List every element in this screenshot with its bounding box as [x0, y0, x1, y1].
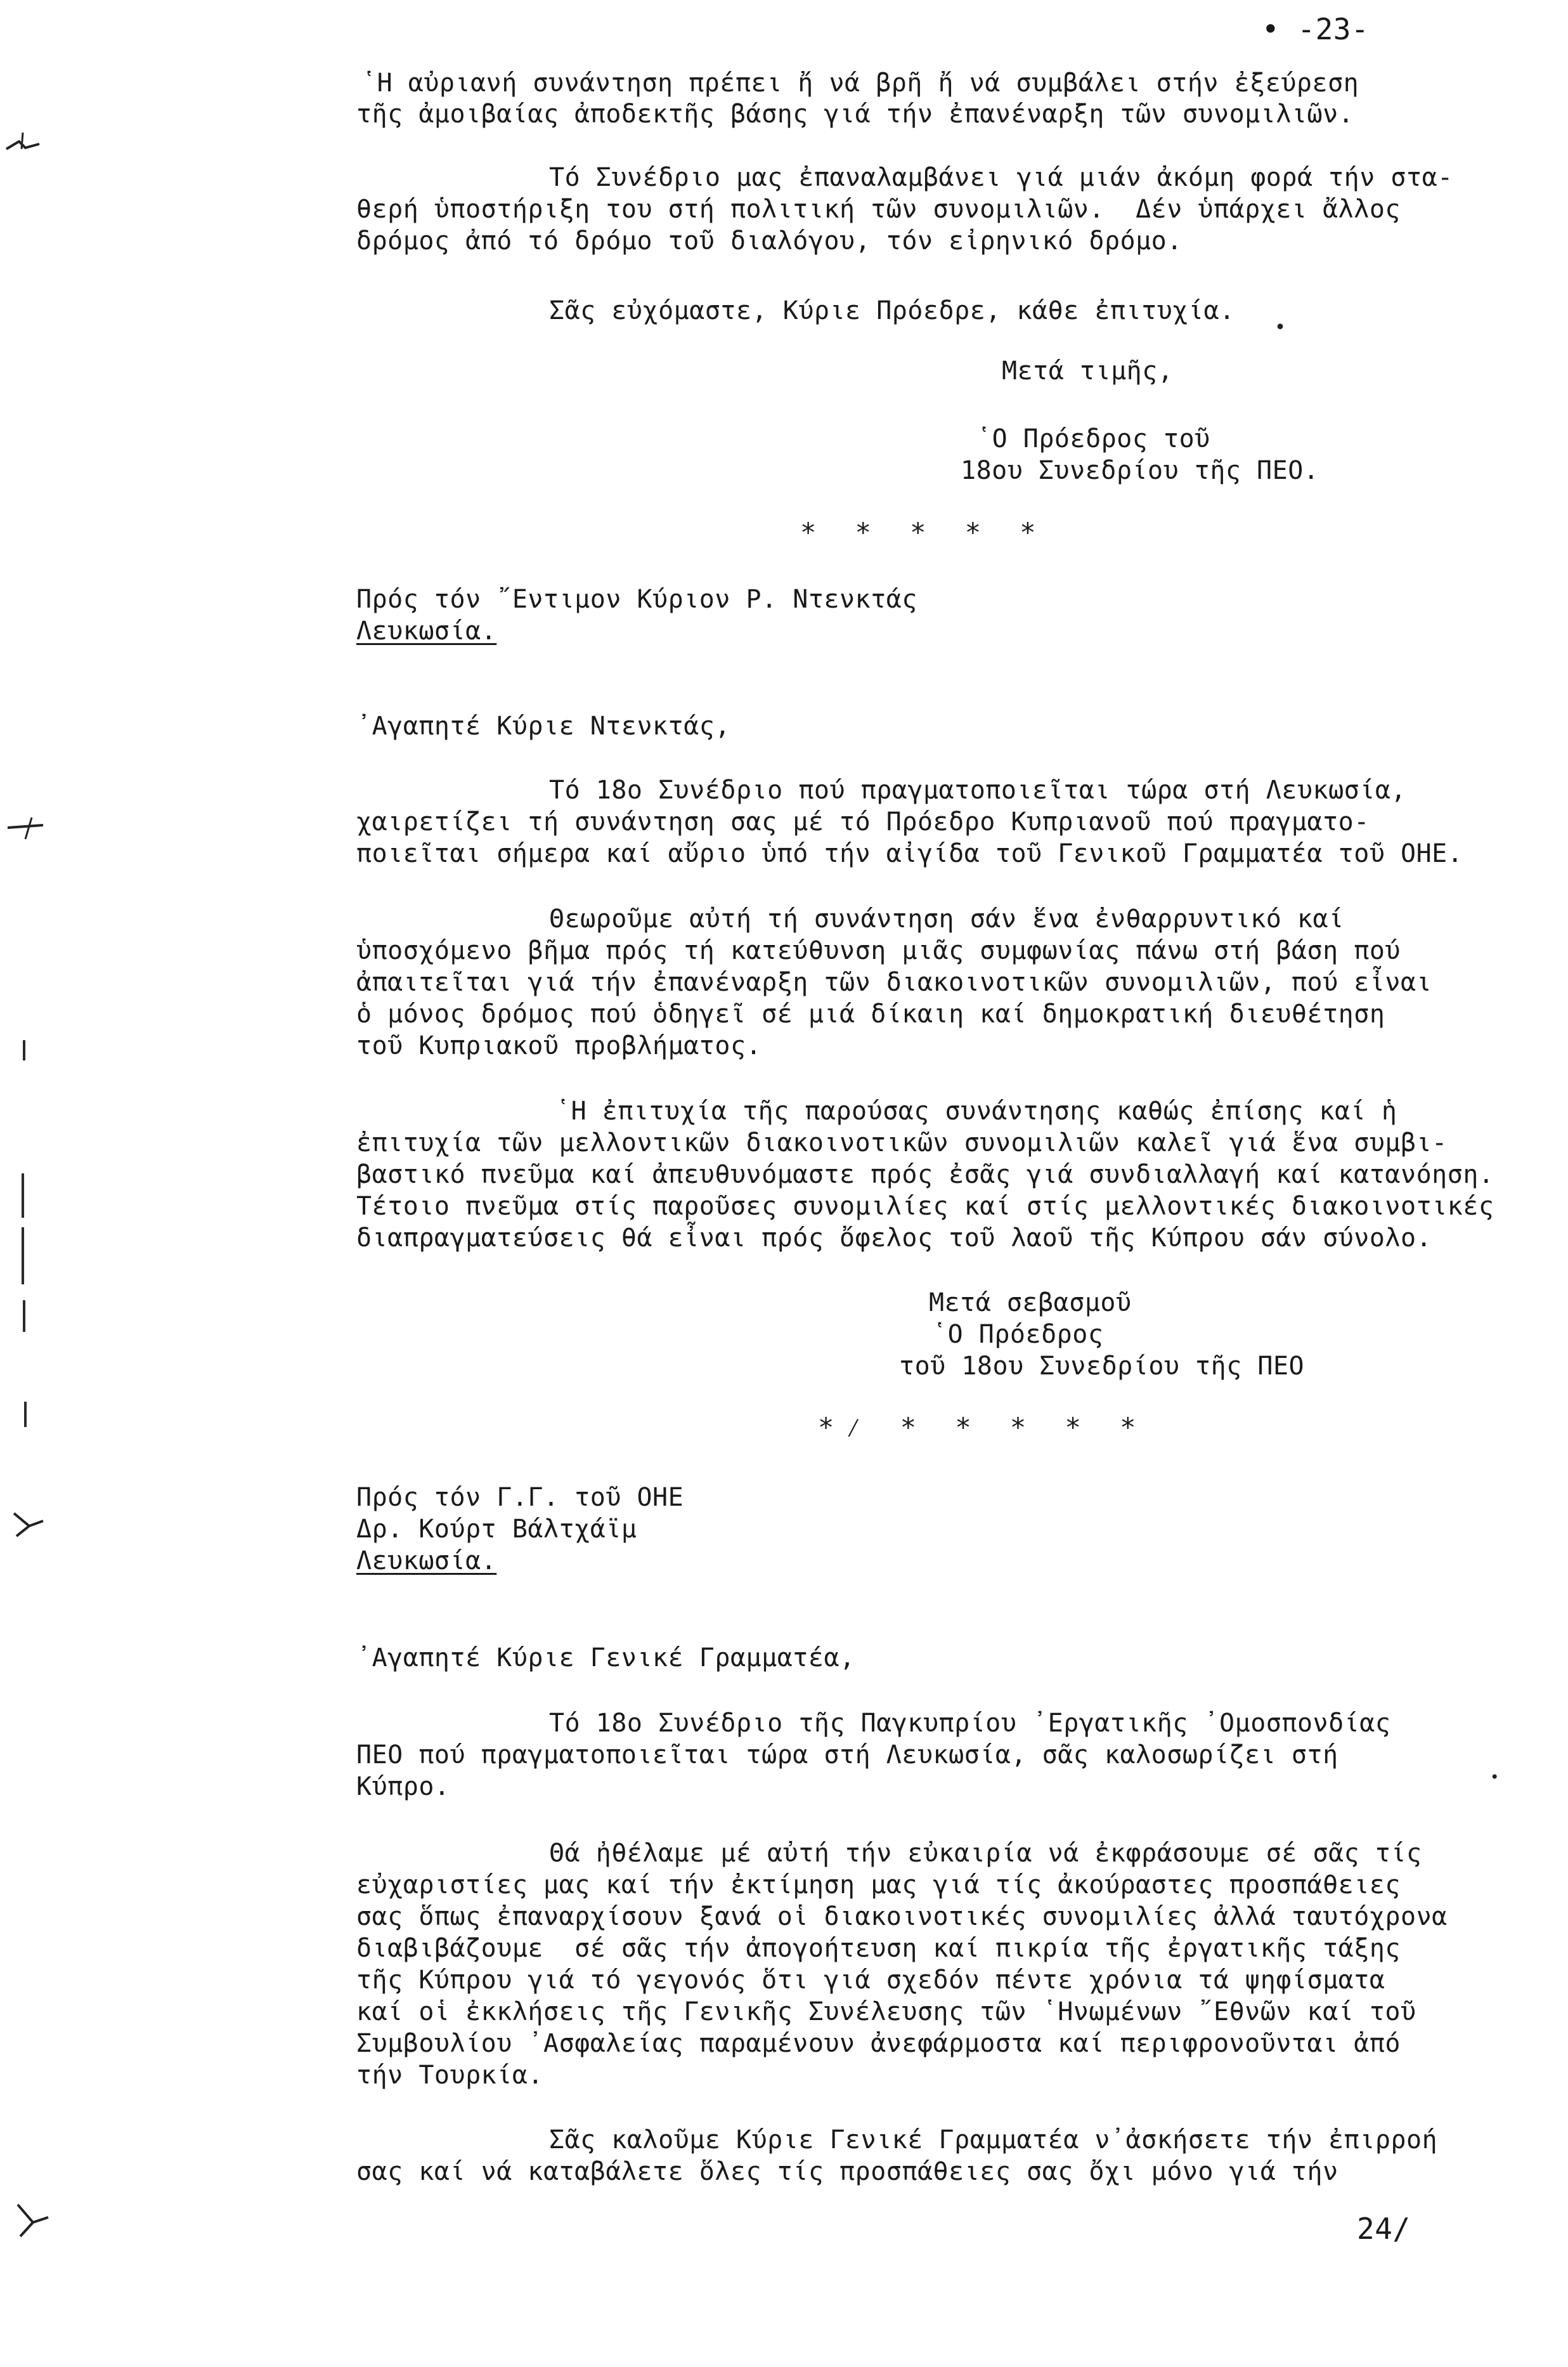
next-page-marker: 24/ — [1357, 2212, 1411, 2246]
dentktas-p2-line-4: ὁ μόνος δρόμος πού ὁδηγεῖ σέ μιά δίκαιη καί δημοκρατική διευθέτηση — [356, 1000, 1385, 1029]
dentktas-p3-line-1: ῾Η ἐπιτυχία τῆς παρούσας συνάντησης καθώς ἐπίσης καί ἡ — [555, 1097, 1397, 1126]
waldheim-p1-line-2: ΠΕΟ πού πραγματοποιεῖται τώρα στή Λευκωσία, σᾶς καλοσωρίζει στή — [356, 1740, 1338, 1770]
dentktas-p1-line-1: Τό 18ο Συνέδριο πού πραγματοποιεῖται τώρα στή Λευκωσία, — [549, 776, 1407, 805]
dentktas-p3-line-5: διαπραγματεύσεις θά εἶναι πρός ὄφελος τοῦ λαοῦ τῆς Κύπρου σάν σύνολο. — [356, 1223, 1432, 1253]
dentktas-addressee-2: Λευκωσία. — [356, 616, 497, 646]
dentktas-p2-line-3: ἀπαιτεῖται γιά τήν ἐπανέναρξη τῶν διακοινοτικῶν συνομιλιῶν, πού εἶναι — [356, 968, 1432, 997]
intro-line-2: τῆς ἀμοιβαίας ἀποδεκτῆς βάσης γιά τήν ἐπανέναρξη τῶν συνομιλιῶν. — [356, 100, 1354, 129]
waldheim-p2-line-3: σας ὅπως ἐπαναρχίσουν ξανά οἱ διακοινοτικές συνομιλίες ἀλλά ταυτόχρονα — [356, 1902, 1448, 1931]
dentktas-closing: Μετά σεβασμοῦ — [929, 1288, 1132, 1317]
waldheim-salutation: ᾿Αγαπητέ Κύριε Γενικέ Γραμματέα, — [356, 1643, 855, 1673]
margin-binding-mark — [22, 1227, 24, 1284]
margin-binding-mark — [10, 1508, 48, 1546]
waldheim-p2-line-6: καί οἱ ἐκκλήσεις τῆς Γενικῆς Συνέλευσης τῶν ῾Ηνωμένων ῎Εθνῶν καί τοῦ — [356, 1997, 1416, 2026]
waldheim-addressee-2: Δρ. Κούρτ Βάλτχάϊμ — [356, 1515, 637, 1544]
dentktas-salutation: ᾿Αγαπητέ Κύριε Ντενκτάς, — [356, 712, 730, 741]
waldheim-addressee-3: Λευκωσία. — [356, 1546, 497, 1575]
waldheim-p2-line-8: τήν Τουρκία. — [356, 2061, 543, 2090]
margin-binding-mark — [23, 1040, 25, 1060]
scan-speck: • — [1274, 316, 1286, 339]
separator-stars-2: *⁄ * * * * * — [818, 1412, 1148, 1443]
waldheim-p2-line-5: τῆς Κύπρου γιά τό γεγονός ὅτι γιά σχεδόν πέντε χρόνια τά ψηφίσματα — [356, 1966, 1385, 1995]
waldheim-addressee-1: Πρός τόν Γ.Γ. τοῦ ΟΗΕ — [356, 1483, 684, 1512]
intro-p2-line-3: δρόμος ἀπό τό δρόμο τοῦ διαλόγου, τόν εἰρηνικό δρόμο. — [356, 226, 1182, 256]
intro-signature-1: ῾Ο Πρόεδρος τοῦ — [976, 424, 1210, 453]
waldheim-p2-line-2: εὐχαριστίες μας καί τήν ἐκτίμηση μας γιά τίς ἀκούραστες προσπάθειες — [356, 1870, 1401, 1900]
dentktas-signature-2: τοῦ 18ου Συνεδρίου τῆς ΠΕΟ — [899, 1352, 1305, 1381]
margin-binding-mark — [23, 1300, 25, 1332]
waldheim-p2-line-7: Συμβουλίου ᾿Ασφαλείας παραμένουν ἀνεφάρμοστα καί περιφρονοῦνται ἀπό — [356, 2029, 1401, 2058]
page-number: • -23- — [1262, 12, 1370, 46]
dentktas-p2-line-2: ὑποσχόμενο βῆμα πρός τή κατεύθυνση μιᾶς συμφωνίας πάνω στή βάση πού — [356, 936, 1401, 965]
waldheim-p1-line-1: Τό 18ο Συνέδριο τῆς Παγκυπρίου ᾿Εργατικῆς ᾿Ομοσπονδίας — [549, 1709, 1391, 1738]
intro-closing: Μετά τιμῆς, — [1002, 356, 1174, 386]
margin-binding-mark — [13, 2201, 51, 2245]
intro-p2-line-2: θερή ὑποστήριξη του στή πολιτική τῶν συνομιλιῶν. Δέν ὑπάρχει ἄλλος — [356, 195, 1401, 224]
waldheim-p3-line-1: Σᾶς καλοῦμε Κύριε Γενικέ Γραμματέα ν᾿ἀσκήσετε τήν ἐπιρροή — [549, 2125, 1438, 2155]
margin-binding-mark — [4, 127, 42, 161]
intro-signature-2: 18ου Συνεδρίου τῆς ΠΕΟ. — [961, 456, 1319, 485]
separator-stars-1: * * * * * — [800, 517, 1047, 548]
waldheim-p2-line-4: διαβιβάζουμε σέ σᾶς τήν ἀπογοήτευση καί πικρία τῆς ἐργατικῆς τάξης — [356, 1934, 1401, 1963]
dentktas-p3-line-2: ἐπιτυχία τῶν μελλοντικῶν διακοινοτικῶν συνομιλιῶν καλεῖ γιά ἕνα συμβι- — [356, 1128, 1448, 1157]
dentktas-signature-1: ῾Ο Πρόεδρος — [932, 1320, 1104, 1349]
margin-binding-mark — [6, 813, 44, 847]
waldheim-p2-line-1: Θά ἠθέλαμε μέ αὐτή τήν εὐκαιρία νά ἐκφράσουμε σέ σᾶς τίς — [549, 1839, 1422, 1868]
dentktas-p3-line-4: Τέτοιο πνεῦμα στίς παροῦσες συνομιλίες καί στίς μελλοντικές διακοινοτικές — [356, 1192, 1494, 1221]
intro-p2-line-1: Τό Συνέδριο μας ἐπαναλαμβάνει γιά μιάν ἀκόμη φορά τήν στα- — [549, 163, 1453, 192]
dentktas-addressee-1: Πρός τόν ῎Εντιμον Κύριον Ρ. Ντενκτάς — [356, 585, 917, 614]
dentktas-p2-line-5: τοῦ Κυπριακοῦ προβλήματος. — [356, 1031, 762, 1060]
dentktas-p1-line-3: ποιεῖται σήμερα καί αὔριο ὑπό τήν αἰγίδα τοῦ Γενικοῦ Γραμματέα τοῦ ΟΗΕ. — [356, 839, 1463, 868]
intro-line-1: ῾Η αὐριανή συνάντηση πρέπει ἤ νά βρῆ ἤ νά συμβάλει στήν ἐξεύρεση — [361, 68, 1359, 98]
scan-speck: • — [1490, 1768, 1500, 1786]
margin-binding-mark — [24, 1402, 27, 1427]
intro-wish: Σᾶς εὐχόμαστε, Κύριε Πρόεδρε, κάθε ἐπιτυχία. — [549, 296, 1235, 325]
dentktas-p3-line-3: βαστικό πνεῦμα καί ἀπευθυνόμαστε πρός ἐσᾶς γιά συνδιαλλαγή καί κατανόηση. — [356, 1160, 1494, 1189]
dentktas-p2-line-1: Θεωροῦμε αὐτή τή συνάντηση σάν ἕνα ἐνθαρρυντικό καί — [549, 904, 1344, 934]
waldheim-p3-line-2: σας καί νά καταβάλετε ὅλες τίς προσπάθειες σας ὄχι μόνο γιά τήν — [356, 2157, 1338, 2186]
dentktas-p1-line-2: χαιρετίζει τή συνάντηση σας μέ τό Πρόεδρο Κυπριανοῦ πού πραγματο- — [356, 807, 1370, 837]
margin-binding-mark — [22, 1173, 24, 1218]
waldheim-p1-line-3: Κύπρο. — [356, 1772, 450, 1801]
